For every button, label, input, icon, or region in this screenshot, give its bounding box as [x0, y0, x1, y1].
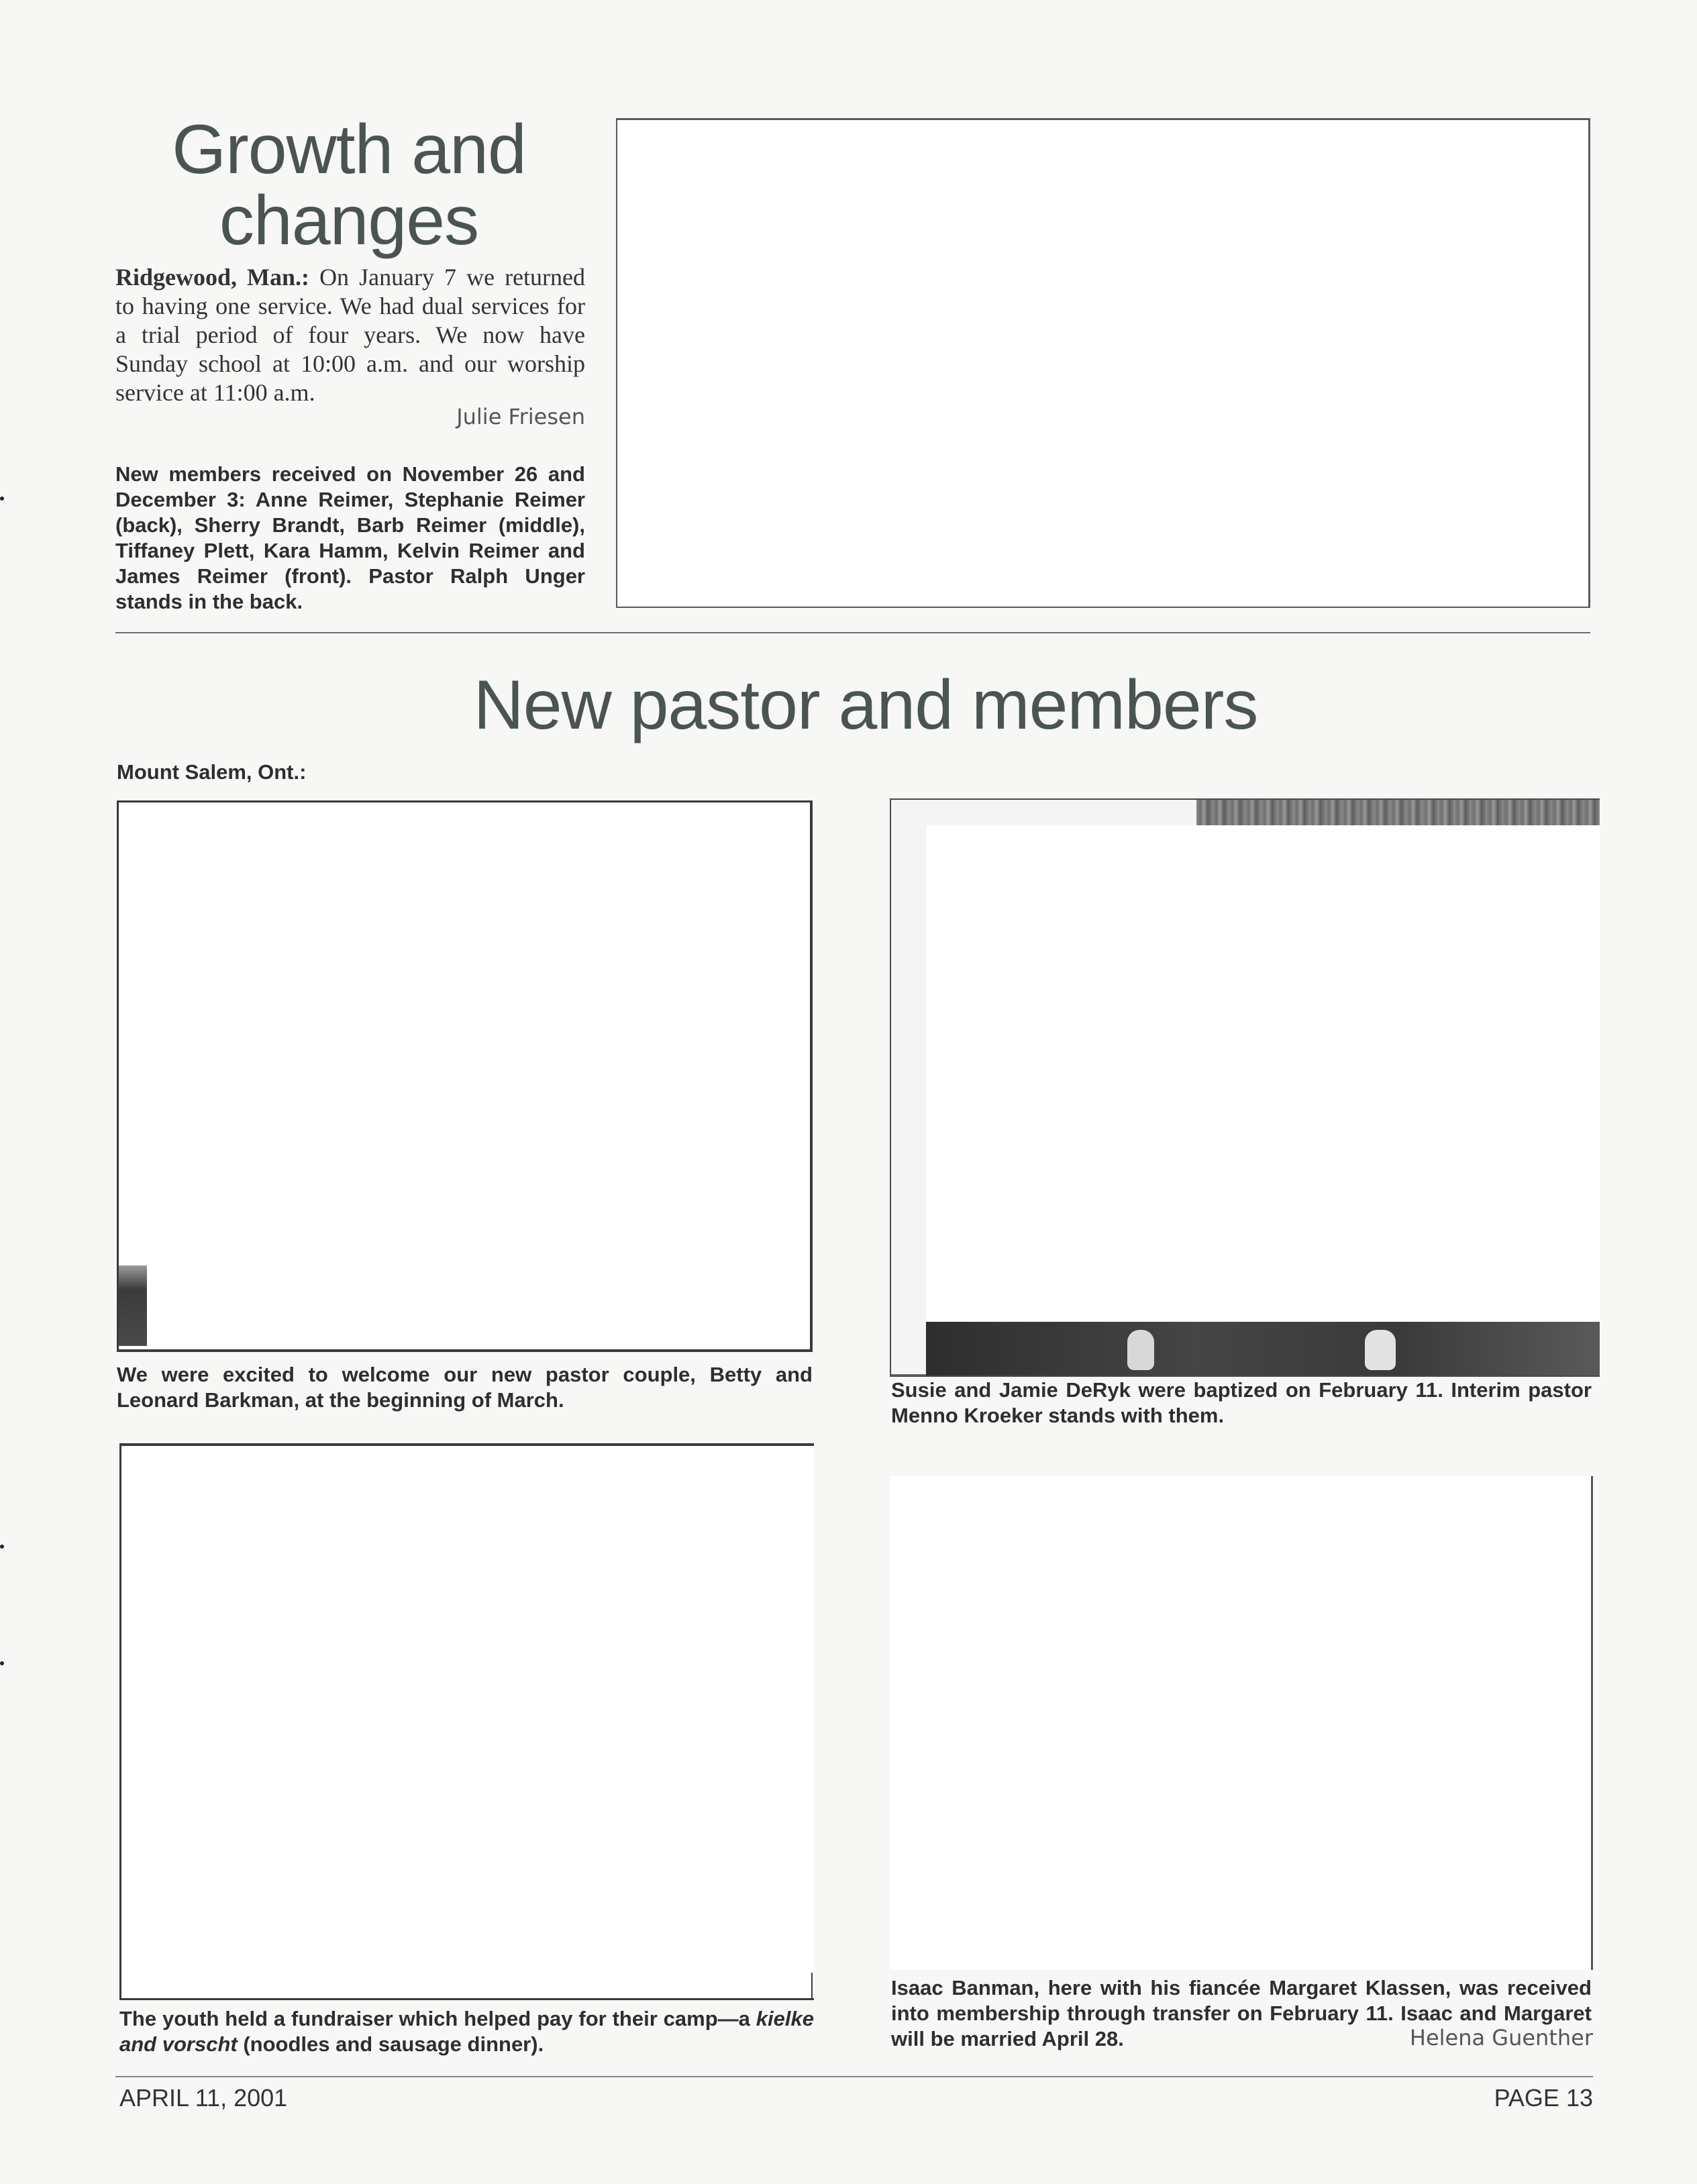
scan-mark	[0, 1661, 4, 1665]
photo-left-white-area	[891, 800, 926, 1374]
photo-top-white-area	[891, 800, 1196, 827]
photo-right-edge-tick	[811, 1973, 813, 1999]
story2-headline: New pastor and members	[473, 666, 1258, 744]
membership-caption-text: Isaac Banman, here with his fiancée Margaret Klassen, was received into membership through transfer on February 11. Isaac and Margaret will be married April 28.	[891, 1976, 1592, 2050]
membership-photo	[890, 1476, 1593, 1970]
footer-date: APRIL 11, 2001	[119, 2084, 288, 2112]
scan-mark	[0, 497, 4, 501]
story1-headline-line2: changes	[219, 182, 479, 260]
youth-fundraiser-photo	[119, 1443, 814, 2000]
photo-hand-left	[1127, 1330, 1154, 1370]
scan-mark	[0, 1545, 4, 1549]
photo-edge-fragment	[119, 1265, 147, 1346]
photo-cover-area	[926, 825, 1600, 1322]
photo-bottom-strip	[926, 1320, 1600, 1375]
baptism-caption: Susie and Jamie DeRyk were baptized on February 11. Interim pastor Menno Kroeker stands with them.	[891, 1378, 1592, 1427]
pastor-couple-photo	[117, 800, 813, 1352]
story1-body-text: On January 7 we returned to having one service. We had dual services for a trial period of four years. We now have Sunday school at 10:00 a.m. and our worship service at 11:00 a.m.	[115, 264, 586, 406]
story2-byline: Helena Guenther	[1409, 2025, 1593, 2050]
youth-caption-italic: kielke and vorscht	[119, 2007, 814, 2056]
story1-photo-caption: New members received on November 26 and December 3: Anne Reimer, Stephanie Reimer (back), Sherry Brandt, Barb Reimer (middle), Tiffaney Plett, Kara Hamm, Kelvin Reimer and James Reimer (front). Pastor Ralph Unger stands in the back.	[115, 462, 585, 613]
photo-hand-right	[1365, 1330, 1396, 1370]
photo-background-wood	[1196, 800, 1600, 827]
story2-dateline: Mount Salem, Ont.:	[117, 760, 307, 784]
section-divider	[115, 632, 1590, 633]
youth-caption	[119, 2006, 814, 2057]
youth-caption-end: (noodles and sausage dinner).	[237, 2032, 544, 2056]
pastor-couple-caption: We were excited to welcome our new pastor couple, Betty and Leonard Barkman, at the beginning of March.	[117, 1363, 813, 1412]
story1-headline-line1: Growth and	[172, 111, 526, 189]
story1-headline	[114, 111, 584, 260]
baptism-photo	[890, 798, 1600, 1377]
story1-dateline: Ridgewood, Man.:	[115, 264, 310, 291]
youth-caption-text: The youth held a fundraiser which helped pay for their camp—a	[119, 2007, 756, 2030]
footer-rule	[115, 2076, 1593, 2077]
story1-body	[115, 263, 585, 407]
new-members-photo	[616, 118, 1590, 608]
footer-page-number: PAGE 13	[1494, 2084, 1593, 2112]
story1-byline: Julie Friesen	[456, 404, 585, 429]
